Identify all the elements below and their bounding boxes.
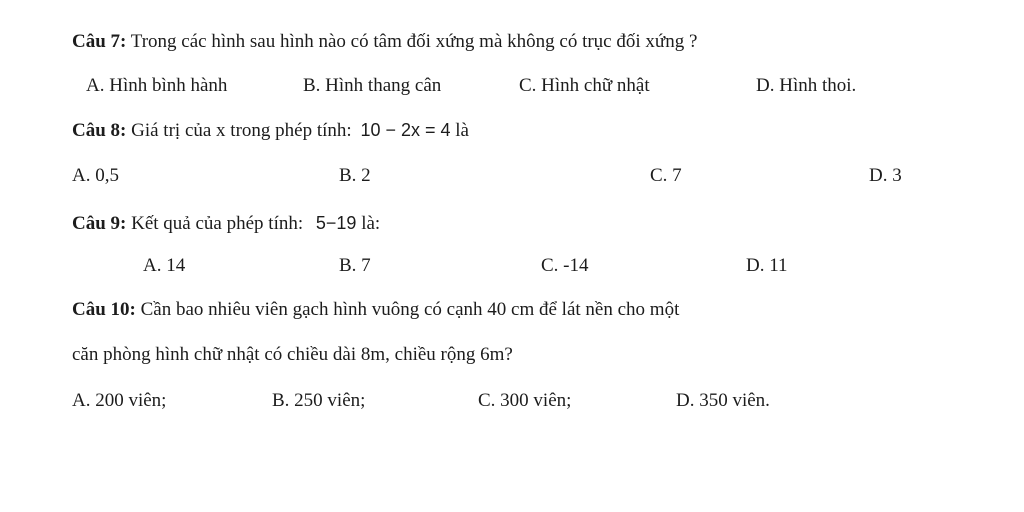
question-8-suffix: là (455, 120, 469, 141)
question-10-continuation: căn phòng hình chữ nhật có chiều dài 8m, chiều rộng 6m? (72, 344, 513, 365)
question-8-number: Câu 8: (72, 120, 127, 141)
question-10-text-line1: Cần bao nhiêu viên gạch hình vuông có cạnh 40 cm để lát nền cho một (140, 299, 680, 320)
question-8-option-b: B. 2 (339, 165, 371, 186)
question-9-number: Câu 9: (72, 213, 127, 234)
question-8-expression: 10 − 2x = 4 (360, 120, 451, 140)
question-8-text: Giá trị của x trong phép tính: (131, 120, 352, 141)
question-7-option-a: A. Hình bình hành (86, 75, 228, 96)
question-7-option-d: D. Hình thoi. (756, 75, 857, 96)
question-9-suffix: là: (361, 213, 381, 234)
question-10-option-d: D. 350 viên. (676, 390, 770, 411)
question-9 (72, 211, 380, 236)
question-8-option-d: D. 3 (869, 165, 902, 186)
question-8 (72, 118, 469, 143)
question-8-option-c: C. 7 (650, 165, 682, 186)
question-7-option-b: B. Hình thang cân (303, 75, 442, 96)
question-9-text: Kết quả của phép tính: (131, 213, 304, 234)
question-9-option-a: A. 14 (143, 255, 186, 276)
question-10-option-c: C. 300 viên; (478, 390, 572, 411)
question-10-option-a: A. 200 viên; (72, 390, 167, 411)
question-9-expression: 5−19 (315, 213, 357, 233)
question-7-text: Trong các hình sau hình nào có tâm đối xứng mà không có trục đối xứng ? (130, 31, 698, 52)
question-9-option-c: C. -14 (541, 255, 589, 276)
question-9-option-d: D. 11 (746, 255, 788, 276)
question-9-option-b: B. 7 (339, 255, 371, 276)
question-7-number: Câu 7: (72, 31, 127, 52)
question-8-option-a: A. 0,5 (72, 165, 119, 186)
question-10-option-b: B. 250 viên; (272, 390, 366, 411)
question-7 (72, 30, 697, 54)
question-10 (72, 298, 679, 322)
question-10-number: Câu 10: (72, 299, 136, 320)
question-7-option-c: C. Hình chữ nhật (519, 75, 650, 96)
